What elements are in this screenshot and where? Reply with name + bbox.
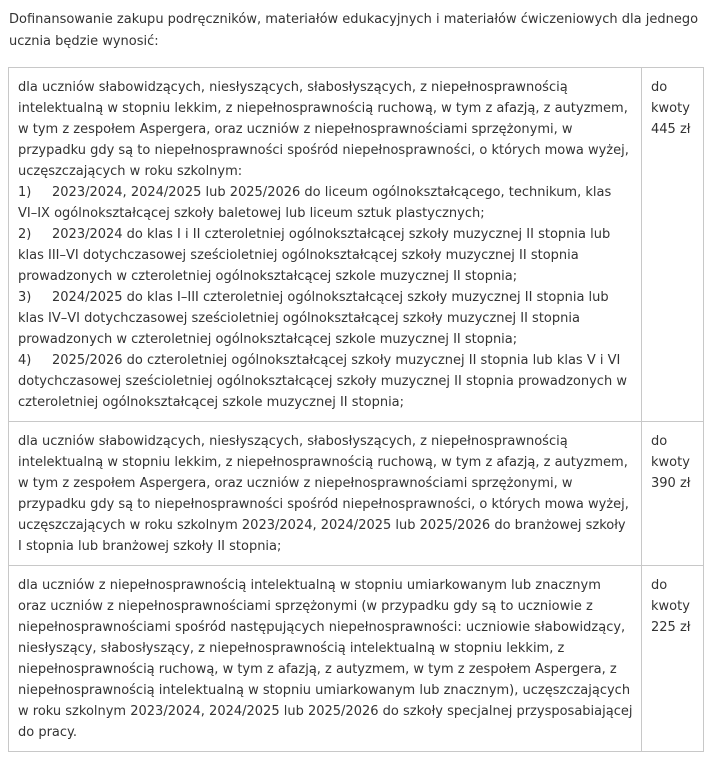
description-cell [9, 68, 642, 422]
funding-table [8, 67, 704, 752]
list-item-text: 2023/2024, 2024/2025 lub 2025/2026 do liceum ogólnokształcącego, technikum, klas VI–IX ogólnokształcącej szkoły baletowej lub liceum sztuk plastycznych; [18, 185, 612, 221]
list-item [18, 350, 633, 413]
amount-cell [642, 566, 704, 752]
amount-cell [642, 68, 704, 422]
row-description: dla uczniów słabowidzących, niesłyszących, słabosłyszących, z niepełnosprawnością intelektualną w stopniu lekkim, z niepełnosprawnością ruchową, w tym z afazją, z autyzmem, w tym z zespołem Aspergera, oraz uczniów z niepełnosprawnościami sprzężonymi, w przypadku gdy są to niepełnosprawności spośród niepełnosprawności, o których mowa wyżej, uczęszczających w roku szkolnym: [18, 80, 629, 179]
amount-cell [642, 422, 704, 566]
amount-value: do kwoty 445 zł [651, 80, 691, 137]
list-item-text: 2025/2026 do czteroletniej ogólnokształcącej szkoły muzycznej II stopnia lub klas V i VI dotychczasowej sześcioletniej ogólnokształcącej szkoły muzycznej II stopnia prowadzonych w czteroletniej ogólnokształcącej szkole muzycznej II stopnia; [18, 353, 627, 410]
list-item-number: 2) [18, 227, 32, 242]
list-item-text: 2023/2024 do klas I i II czteroletniej ogólnokształcącej szkoły muzycznej II stopnia lub klas III–VI dotychczasowej sześcioletniej ogólnokształcącej szkoły muzycznej II stopnia prowadzonych w czteroletniej ogólnokształcącej szkole muzycznej II stopnia; [18, 227, 611, 284]
intro-text: Dofinansowanie zakupu podręczników, materiałów edukacyjnych i materiałów ćwiczeniowych dla jednego ucznia będzie wynosić: [9, 12, 699, 49]
description-cell [9, 566, 642, 752]
description-cell [9, 422, 642, 566]
list-item-number: 1) [18, 185, 32, 200]
list-item-text: 2024/2025 do klas I–III czteroletniej ogólnokształcącej szkoły muzycznej II stopnia lub klas IV–VI dotychczasowej sześcioletniej ogólnokształcącej szkoły muzycznej II stopnia prowadzonych w czteroletniej ogólnokształcącej szkole muzycznej II stopnia; [18, 290, 609, 347]
list-item-number: 3) [18, 290, 32, 305]
table-row [9, 68, 704, 422]
list-item-number: 4) [18, 353, 32, 368]
row-description: dla uczniów słabowidzących, niesłyszących, słabosłyszących, z niepełnosprawnością intelektualną w stopniu lekkim, z niepełnosprawnością ruchową, w tym z afazją, z autyzmem, w tym z zespołem Aspergera, oraz uczniów z niepełnosprawnościami sprzężonymi, w przypadku gdy są to niepełnosprawności spośród niepełnosprawności, o których mowa wyżej, uczęszczających w roku szkolnym 2023/2024, 2024/2025 lub 2025/2026 do branżowej szkoły I stopnia lub branżowej szkoły II stopnia; [18, 434, 629, 554]
table-row [9, 422, 704, 566]
amount-value: do kwoty 390 zł [651, 434, 691, 491]
list-item [18, 224, 633, 287]
list-item [18, 182, 633, 224]
list-item [18, 287, 633, 350]
table-row [9, 566, 704, 752]
amount-value: do kwoty 225 zł [651, 578, 691, 635]
row-description: dla uczniów z niepełnosprawnością intelektualną w stopniu umiarkowanym lub znacznym oraz uczniów z niepełnosprawnościami sprzężonymi (w przypadku gdy są to uczniowie z niepełnosprawnościami spośród następujących niepełnosprawności: uczniowie słabowidzący, niesłyszący, słabosłyszący, z niepełnosprawnością intelektualną w stopniu lekkim, z niepełnosprawnością ruchową, w tym z afazją, z autyzmem, w tym z zespołem Aspergera, z niepełnosprawnością intelektualną w stopniu umiarkowanym lub znacznym), uczęszczających w roku szkolnym 2023/2024, 2024/2025 lub 2025/2026 do szkoły specjalnej przysposabiającej do pracy. [18, 578, 633, 740]
